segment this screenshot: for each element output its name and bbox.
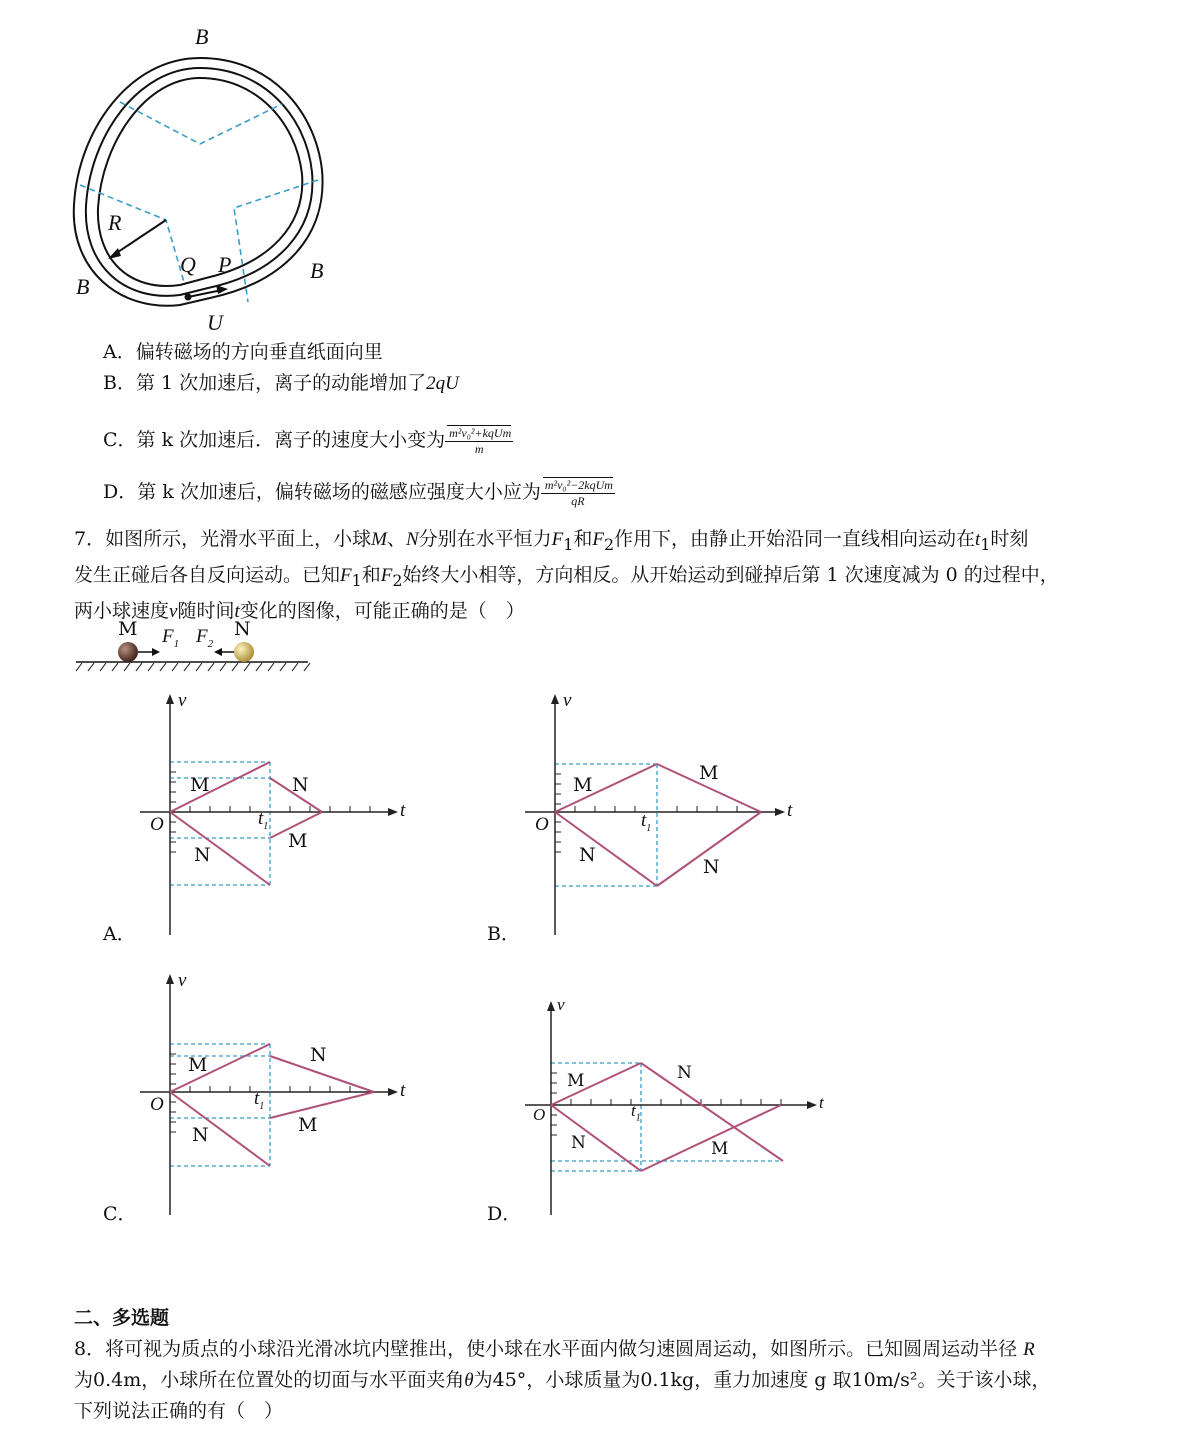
ball-f1: F xyxy=(162,626,174,647)
q8-text-2: 为 xyxy=(74,1369,94,1391)
graph-b-m-after-label: M xyxy=(699,762,719,784)
graph-d-t1-sub: 1 xyxy=(635,1112,641,1124)
q7-ball-n: N xyxy=(405,529,419,550)
q7-text-5: 发生正碰后各自反向运动。已知 xyxy=(74,563,341,586)
graph-d-m-label: M xyxy=(567,1071,585,1091)
graph-c-n-after-label: N xyxy=(310,1044,327,1066)
graph-a-n-line xyxy=(170,812,270,885)
q7-f1-b: F xyxy=(340,564,352,586)
graph-b-t1-sub: 1 xyxy=(646,822,652,834)
graph-c-m-after xyxy=(270,1092,374,1118)
graph-d-t1-t: t xyxy=(631,1101,636,1120)
q7-text-2: 分别在水平恒力 xyxy=(418,528,552,550)
option-6c xyxy=(103,410,513,470)
graph-c-t1 xyxy=(254,1088,264,1112)
ball-label-f1 xyxy=(162,626,179,650)
graph-a-v: v xyxy=(178,690,187,711)
label-u: U xyxy=(207,310,223,335)
label-b-right: B xyxy=(310,258,324,283)
label-b-left: B xyxy=(76,274,90,299)
q7-text-3: 作用下，由静止开始沿同一直线相向运动在 xyxy=(614,528,976,550)
q8-r: R xyxy=(1023,1339,1035,1360)
ball-label-n: N xyxy=(234,618,251,640)
q8-text-1: 8．将可视为质点的小球沿光滑冰坑内壁推出，使小球在水平面内做匀速圆周运动，如图所示。已知圆周运动半径 xyxy=(74,1338,1018,1360)
graph-b-v: v xyxy=(563,690,572,711)
graph-d-n-label: N xyxy=(571,1133,586,1153)
q7-f2-b-sub: 2 xyxy=(392,570,403,590)
q7-text-4: 时刻 xyxy=(990,528,1029,550)
graph-a-t1 xyxy=(258,808,268,832)
q7-f1-b-sub: 1 xyxy=(351,570,362,590)
option-6d-denominator: qR xyxy=(571,494,585,508)
q7-text-1: 7．如图所示，光滑水平面上，小球 xyxy=(74,528,372,550)
graph-d-m-line xyxy=(551,1063,641,1105)
option-6d-numerator: m²v₀²−2kqUm xyxy=(544,478,613,492)
q7-text-6: 始终大小相等，方向相反。从开始运动到碰掉后第 1 次速度减为 0 的过程中， xyxy=(402,563,1059,586)
track-figure xyxy=(60,20,350,340)
q8-text-3: ，小球所在位置处的切面与水平面夹角 xyxy=(141,1369,465,1391)
q8-mass: 0.1kg xyxy=(640,1369,695,1391)
graph-a-t: t xyxy=(400,800,406,821)
graph-a-m-after-label: M xyxy=(288,830,308,852)
ground-hatch xyxy=(76,663,310,671)
q7-f2: F xyxy=(592,529,604,550)
q7-t: t xyxy=(234,600,240,622)
graph-c-m-label: M xyxy=(188,1054,208,1076)
q7-f2-b: F xyxy=(380,564,393,586)
graph-c-n-label: N xyxy=(192,1124,209,1146)
graph-b-svg xyxy=(515,690,805,940)
option-6b-text: B．第 1 次加速后，离子的动能增加了 xyxy=(103,372,427,394)
graph-a-o: O xyxy=(150,814,164,835)
ball-diagram xyxy=(72,620,312,676)
option-6b xyxy=(103,368,459,399)
graph-d-svg xyxy=(515,995,835,1220)
graph-c-t: t xyxy=(400,1080,406,1101)
q8-angle: 45° xyxy=(492,1369,527,1391)
q7-t1-sub: 1 xyxy=(980,534,991,554)
track-outer xyxy=(74,58,323,306)
graph-c-svg xyxy=(130,970,420,1220)
q7-and: 和 xyxy=(573,528,593,550)
ball-n xyxy=(234,642,254,662)
option-6c-text: C．第 k 次加速后．离子的速度大小变为 xyxy=(103,429,446,451)
graph-b-n-after-label: N xyxy=(703,856,720,878)
graph-b-t1 xyxy=(641,810,651,834)
graph-c-m-after-label: M xyxy=(298,1114,318,1136)
q8-text-6: ，重力加速度 g 取 xyxy=(694,1369,852,1391)
ball-label-f2 xyxy=(196,626,213,650)
graph-c-t1-t: t xyxy=(254,1088,260,1109)
q8-radius: 0.4m xyxy=(93,1369,142,1391)
track-middle xyxy=(86,68,313,296)
label-q: Q xyxy=(180,252,196,277)
option-6c-fraction xyxy=(445,425,513,457)
option-7c: C． xyxy=(103,1203,137,1225)
option-6c-numerator: m²v₀²+kqUm xyxy=(449,426,512,440)
q7-f1: F xyxy=(551,529,564,550)
graph-a-m-label: M xyxy=(190,774,210,796)
option-7b: B． xyxy=(487,923,520,945)
graph-a-t1-sub: 1 xyxy=(263,820,269,832)
graph-b xyxy=(515,690,805,940)
q8-text-5: ，小球质量为 xyxy=(526,1369,641,1391)
graph-c-o: O xyxy=(150,1094,164,1115)
graph-b-m-label: M xyxy=(573,774,593,796)
graph-a-m-line xyxy=(170,762,270,812)
graph-d-m-after xyxy=(641,1105,781,1171)
graph-a xyxy=(130,690,420,940)
option-6b-formula: 2qU xyxy=(426,373,459,394)
graph-b-o: O xyxy=(535,814,549,835)
q8-text-4: 为 xyxy=(473,1369,493,1391)
option-6d xyxy=(103,462,615,522)
field-boundaries xyxy=(80,102,318,302)
section-title: 二、多选题 xyxy=(74,1307,170,1329)
graph-c-m-line xyxy=(170,1044,270,1092)
q7-text-7: 两小球速度 xyxy=(74,599,170,622)
label-r: R xyxy=(108,210,122,235)
graph-d-t1 xyxy=(631,1101,641,1123)
q7-f2-sub: 2 xyxy=(603,534,615,554)
graph-d-n-after-label: N xyxy=(677,1063,692,1083)
graph-c xyxy=(130,970,420,1220)
ball-f2-sub: 2 xyxy=(207,637,214,650)
graph-d-o: O xyxy=(533,1105,546,1124)
ball-f2: F xyxy=(196,626,208,647)
graph-b-t: t xyxy=(787,800,793,821)
q8-g: 10m/s² xyxy=(851,1369,918,1391)
question-7 xyxy=(74,524,1124,627)
graph-c-t1-sub: 1 xyxy=(259,1100,265,1112)
ball-figure xyxy=(72,620,312,676)
ball-m xyxy=(118,642,138,662)
ball-label-m: M xyxy=(118,618,138,640)
graph-b-t1-t: t xyxy=(641,810,647,831)
graph-d-t: t xyxy=(819,1093,824,1112)
ball-f1-sub: 1 xyxy=(173,637,180,650)
q7-t1: t xyxy=(975,529,981,550)
graph-a-t1-t: t xyxy=(258,808,264,829)
track-diagram xyxy=(60,20,350,340)
q7-f1-sub: 1 xyxy=(563,534,574,554)
option-6d-fraction xyxy=(541,477,615,509)
option-6a: A．偏转磁场的方向垂直纸面向里 xyxy=(103,341,383,363)
question-8 xyxy=(74,1334,1124,1427)
graph-b-n-label: N xyxy=(579,844,596,866)
graph-d-v: v xyxy=(557,995,565,1014)
graph-a-n-label: N xyxy=(194,844,211,866)
graph-c-v: v xyxy=(178,970,187,991)
graph-a-n-after-label: N xyxy=(292,774,309,796)
label-p: P xyxy=(218,252,232,277)
q7-ball-m: M xyxy=(371,529,387,550)
q8-text-7: 。关于该小球， xyxy=(917,1369,1051,1391)
label-b-top: B xyxy=(195,24,209,49)
q7-v: v xyxy=(169,600,178,622)
q7-text-8: 随时间 xyxy=(177,599,235,622)
q8-text-8: 下列说法正确的有（ ） xyxy=(74,1400,284,1422)
option-6d-text: D．第 k 次加速后，偏转磁场的磁感应强度大小应为 xyxy=(103,481,541,503)
q7-text-9: 变化的图像，可能正确的是（ ） xyxy=(239,599,525,622)
option-6c-denominator: m xyxy=(474,442,484,456)
graph-b-m-line xyxy=(555,764,657,812)
graph-d-m-after-label: M xyxy=(711,1139,729,1159)
q7-sep: 、 xyxy=(386,528,406,550)
option-7d: D． xyxy=(487,1203,522,1225)
option-7a: A． xyxy=(103,923,136,945)
q7-and-b: 和 xyxy=(361,563,381,586)
graph-d xyxy=(515,995,835,1220)
graph-a-svg xyxy=(130,690,420,940)
q8-theta: θ xyxy=(464,1370,474,1391)
